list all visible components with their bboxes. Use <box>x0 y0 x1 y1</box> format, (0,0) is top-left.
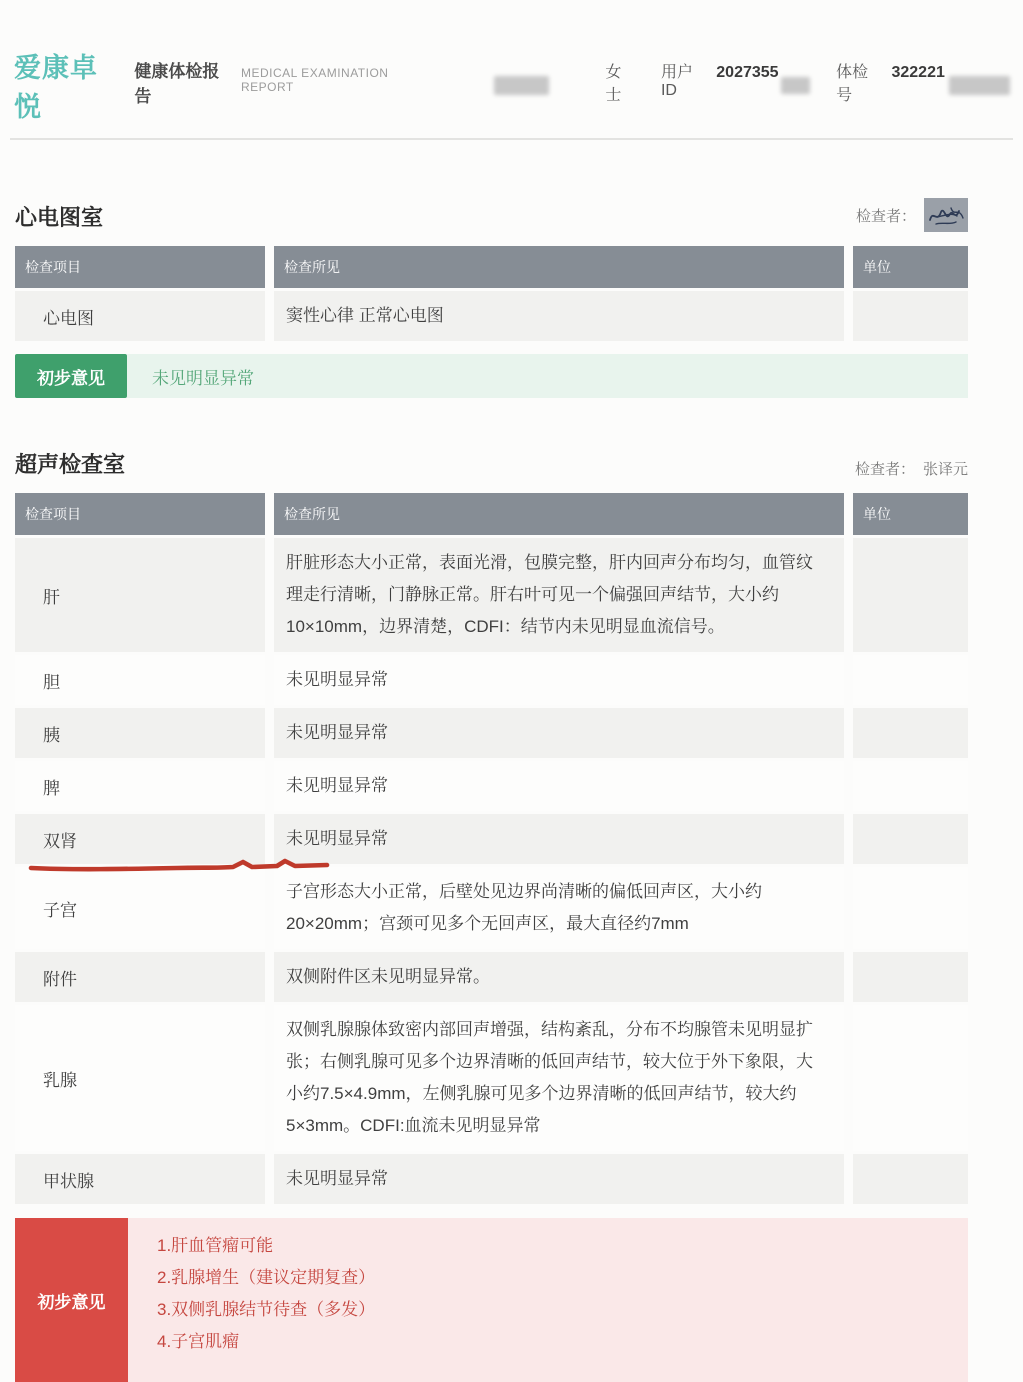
unit-cell <box>853 867 968 949</box>
ecg-examiner <box>856 198 968 232</box>
ultrasound-section-title: 超声检查室 <box>15 452 126 477</box>
patient-name-redacted <box>494 76 549 95</box>
finding-cell: 双侧乳腺腺体致密内部回声增强，结构紊乱，分布不均腺管未见明显扩张；右侧乳腺可见多个边界清晰的低回声结节，较大位于外下象限，大小约7.5×4.9mm，左侧乳腺可见多个边界清晰的低回声结节，较大约5×3mm。CDFI:血流未见明显异常 <box>274 1005 844 1151</box>
item-cell: 子宫 <box>15 867 265 949</box>
item-cell: 肝 <box>15 538 265 652</box>
unit-cell <box>853 291 968 341</box>
unit-cell <box>853 761 968 811</box>
finding-cell: 肝脏形态大小正常，表面光滑，包膜完整，肝内回声分布均匀，血管纹理走行清晰，门静脉正常。肝右叶可见一个偏强回声结节，大小约10×10mm，边界清楚，CDFI：结节内未见明显血流信号。 <box>274 538 844 652</box>
opinion-item: 3.双侧乳腺结节待查（多发） <box>157 1300 376 1319</box>
user-id-value: 2027355 <box>716 64 779 81</box>
table-row-pancreas <box>15 708 968 758</box>
item-cell: 脾 <box>15 761 265 811</box>
brand-logo: 爱康卓悦 <box>14 53 98 122</box>
table-row-liver <box>15 538 968 652</box>
ultrasound-table-header-row <box>15 493 968 535</box>
table-row-gallbladder <box>15 655 968 705</box>
item-cell: 附件 <box>15 952 265 1002</box>
finding-cell: 双侧附件区未见明显异常。 <box>274 952 844 1002</box>
unit-cell <box>853 1154 968 1204</box>
finding-cell: 未见明显异常 <box>274 814 844 864</box>
ecg-opinion-text: 未见明显异常 <box>127 354 968 398</box>
opinion-item: 4.子宫肌瘤 <box>157 1332 240 1351</box>
item-cell: 胆 <box>15 655 265 705</box>
report-title-en: MEDICAL EXAMINATION REPORT <box>240 66 389 94</box>
ultrasound-opinion-badge: 初步意见 <box>15 1218 128 1382</box>
user-id-label: 用户ID <box>660 64 693 99</box>
column-header-finding: 检查所见 <box>274 493 844 535</box>
exam-no-value: 322221 <box>891 64 945 81</box>
ecg-opinion-badge: 初步意见 <box>15 354 127 398</box>
exam-no-redacted <box>949 76 1010 95</box>
ultrasound-examiner-label: 检查者： <box>854 461 915 478</box>
table-row-spleen <box>15 761 968 811</box>
column-header-unit: 单位 <box>853 246 968 288</box>
examiner-signature-icon <box>924 198 968 232</box>
unit-cell <box>853 708 968 758</box>
item-cell: 胰 <box>15 708 265 758</box>
unit-cell <box>853 814 968 864</box>
patient-gender: 女士 <box>605 64 622 104</box>
user-id-redacted <box>781 77 811 94</box>
table-row-breast <box>15 1005 968 1151</box>
ultrasound-examiner <box>855 458 968 479</box>
finding-cell: 子宫形态大小正常，后壁处见边界尚清晰的偏低回声区，大小约20×20mm；宫颈可见多个无回声区，最大直径约7mm <box>274 867 844 949</box>
finding-cell: 未见明显异常 <box>274 1154 844 1204</box>
exam-no-label: 体检号 <box>836 64 869 104</box>
table-row-kidneys <box>15 814 968 864</box>
column-header-item: 检查项目 <box>15 493 265 535</box>
ecg-examiner-label: 检查者： <box>855 207 916 225</box>
report-title-cn: 健康体检报告 <box>134 62 220 106</box>
unit-cell <box>853 655 968 705</box>
finding-cell: 窦性心律 正常心电图 <box>274 291 844 341</box>
column-header-finding: 检查所见 <box>274 246 844 288</box>
item-cell: 双肾 <box>15 814 265 864</box>
ecg-table <box>15 246 968 341</box>
header-divider <box>10 138 1013 140</box>
unit-cell <box>853 952 968 1002</box>
finding-cell: 未见明显异常 <box>274 708 844 758</box>
item-cell: 心电图 <box>15 291 265 341</box>
opinion-item: 1.肝血管瘤可能 <box>157 1236 274 1255</box>
finding-cell: 未见明显异常 <box>274 761 844 811</box>
ecg-section-header <box>15 198 968 232</box>
ultrasound-table-body <box>15 538 968 1204</box>
opinion-list <box>128 1218 968 1382</box>
ultrasound-section-header <box>15 448 968 479</box>
column-header-item: 检查项目 <box>15 246 265 288</box>
ecg-section-title: 心电图室 <box>15 205 104 230</box>
opinion-item: 2.乳腺增生（建议定期复查） <box>157 1268 376 1287</box>
ultrasound-examiner-name: 张译元 <box>922 461 968 478</box>
ecg-table-header-row <box>15 246 968 288</box>
table-row-uterus <box>15 867 968 949</box>
item-cell: 甲状腺 <box>15 1154 265 1204</box>
ultrasound-opinion-box <box>15 1218 968 1382</box>
ecg-opinion-bar <box>15 354 968 398</box>
column-header-unit: 单位 <box>853 493 968 535</box>
report-header <box>0 0 1023 124</box>
unit-cell <box>853 538 968 652</box>
table-row-thyroid <box>15 1154 968 1204</box>
table-row <box>15 291 968 341</box>
unit-cell <box>853 1005 968 1151</box>
table-row-adnexa <box>15 952 968 1002</box>
ecg-table-body <box>15 291 968 341</box>
ultrasound-table <box>15 493 968 1204</box>
item-cell: 乳腺 <box>15 1005 265 1151</box>
finding-cell: 未见明显异常 <box>274 655 844 705</box>
